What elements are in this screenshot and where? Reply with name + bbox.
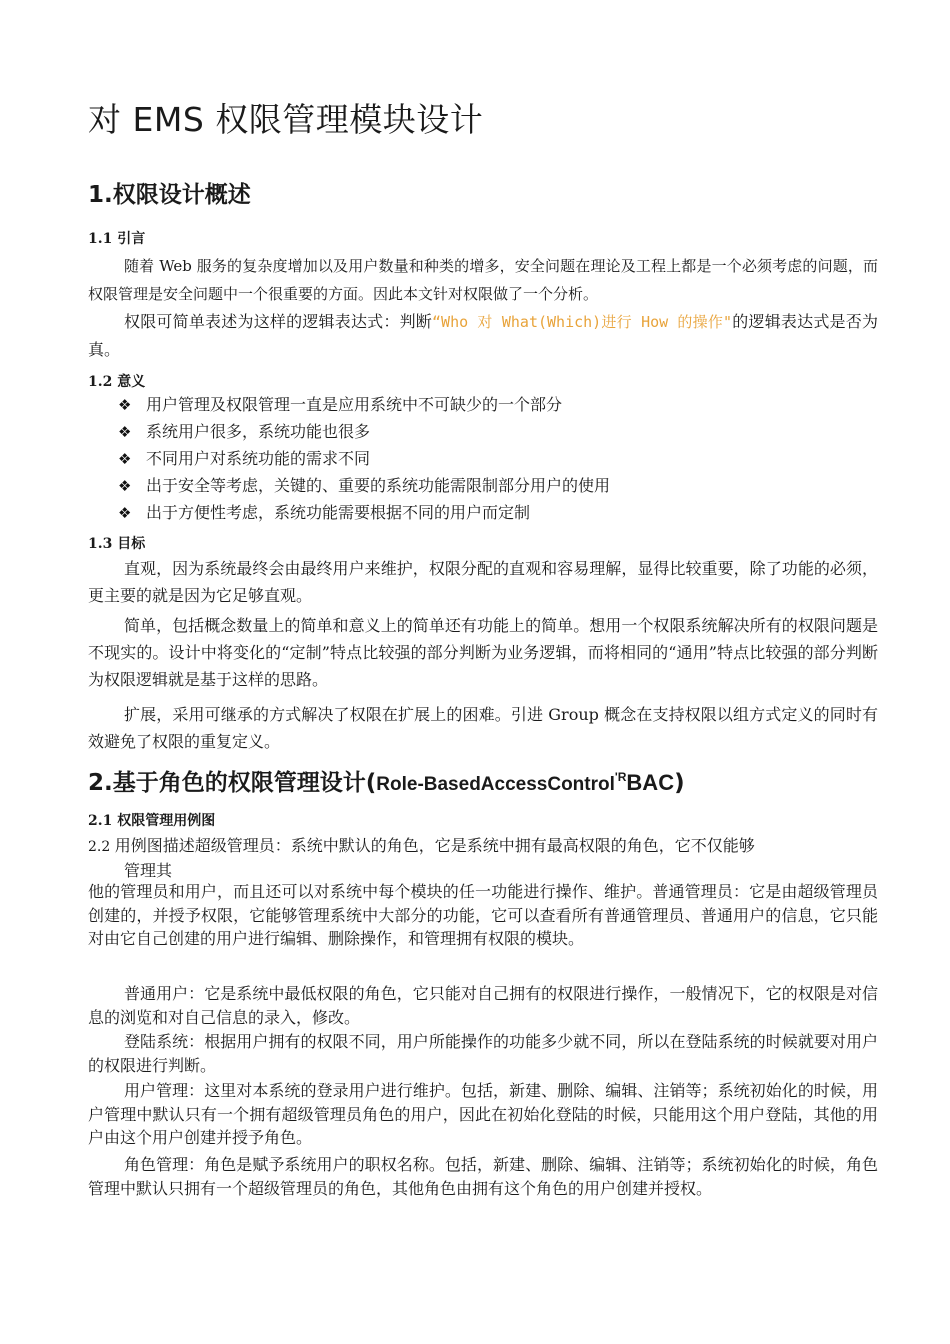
diamond-bullet-icon: ❖: [118, 396, 132, 414]
list-item: ❖ 系统用户很多，系统功能也很多: [118, 418, 610, 445]
section-1-1-heading: 1.1 引言: [88, 231, 146, 247]
section-2-2-paragraph-2: 普通用户：它是系统中最低权限的角色，它只能对自己拥有的权限进行操作，一般情况下，它的权限是对信息的浏览和对自己信息的录入，修改。: [88, 984, 878, 1027]
section-2-2-lead: 2.2 用例图描述超级管理员：系统中默认的角色，它是系统中拥有最高权限的角色，它不仅能够 管理其: [88, 836, 755, 880]
list-item: ❖ 出于安全等考虑，关键的、重要的系统功能需限制部分用户的使用: [118, 472, 610, 499]
significance-list: [118, 391, 610, 526]
section-1-1-paragraph-2: [88, 308, 878, 363]
list-item: ❖ 出于方便性考虑，系统功能需要根据不同的用户而定制: [118, 499, 610, 526]
diamond-bullet-icon: ❖: [118, 450, 132, 468]
section-2-1-heading: 2.1 权限管理用例图: [88, 813, 216, 829]
section-1-2-heading: 1.2 意义: [88, 374, 146, 390]
section-2-2-paragraph-5: 角色管理：角色是赋予系统用户的职权名称。包括，新建、删除、编辑、注销等；系统初始化的时候，角色管理中默认只拥有一个超级管理员的角色，其他角色由拥有这个角色的用户创建并授权。: [88, 1155, 878, 1198]
section-1-3-paragraph-3: 扩展，采用可继承的方式解决了权限在扩展上的困难。引进 Group 概念在支持权限以组方式定义的同时有效避免了权限的重复定义。: [88, 705, 878, 751]
section-2-2-paragraph-1: 他的管理员和用户，而且还可以对系统中每个模块的任一功能进行操作、维护。普通管理员：它是由超级管理员创建的，并授予权限，它能够管理系统中大部分的功能，它可以查看所有普通管理员、普通用户的信息，它只能对由它自己创建的用户进行编辑、删除操作，和管理拥有权限的模块。: [88, 882, 878, 948]
section-1-3-paragraph-1: 直观，因为系统最终会由最终用户来维护，权限分配的直观和容易理解，显得比较重要，除了功能的必须，更主要的就是因为它足够直观。: [88, 559, 878, 605]
document-title: 对 EMS 权限管理模块设计: [88, 100, 484, 139]
section-1-3-paragraph-2: 简单，包括概念数量上的简单和意义上的简单还有功能上的简单。想用一个权限系统解决所有的权限问题是不现实的。设计中将变化的“定制”特点比较强的部分判断为业务逻辑，而将相同的“通用”特点比较强的部分判断为权限逻辑就是基于这样的思路。: [88, 616, 878, 689]
logic-text-before: 权限可简单表述为这样的逻辑表达式：判断: [124, 312, 433, 331]
section-2-2-paragraph-4: 用户管理：这里对本系统的登录用户进行维护。包括，新建、删除、编辑、注销等；系统初始化的时候，用户管理中默认只有一个拥有超级管理员角色的用户，因此在初始化登陆的时候，只能用这个用户登陆，其他的用户由这个用户创建并授予角色。: [88, 1081, 878, 1147]
diamond-bullet-icon: ❖: [118, 504, 132, 522]
list-item: ❖ 不同用户对系统功能的需求不同: [118, 445, 610, 472]
diamond-bullet-icon: ❖: [118, 477, 132, 495]
diamond-bullet-icon: ❖: [118, 423, 132, 441]
section-1-heading: 1.权限设计概述: [88, 182, 251, 208]
section-2-heading: 2.基于角色的权限管理设计(Role-BasedAccessControl$^{'R}$BAC): [88, 770, 685, 796]
list-item: ❖ 用户管理及权限管理一直是应用系统中不可缺少的一个部分: [118, 391, 610, 418]
logic-expression-highlight: “Who 对 What(Which)进行 How 的操作": [432, 313, 733, 331]
section-1-3-heading: 1.3 目标: [88, 536, 146, 552]
section-2-2-paragraph-3: 登陆系统：根据用户拥有的权限不同，用户所能操作的功能多少就不同，所以在登陆系统的时候就要对用户的权限进行判断。: [88, 1032, 878, 1075]
logic-text-after: 的逻辑表达式是否为真。: [88, 312, 878, 359]
section-1-1-paragraph-1: 随着 Web 服务的复杂度增加以及用户数量和种类的增多，安全问题在理论及工程上都是一个必须考虑的问题，而权限管理是安全问题中一个很重要的方面。因此本文针对权限做了一个分析。: [88, 257, 878, 303]
